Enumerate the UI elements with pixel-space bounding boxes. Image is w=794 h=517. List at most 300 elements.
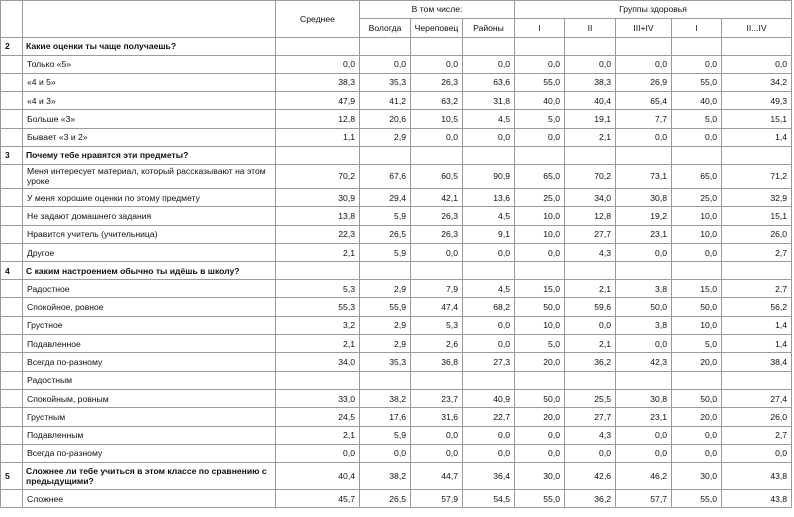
value-cell: 2,1 bbox=[276, 243, 360, 261]
value-cell: 41,2 bbox=[360, 92, 411, 110]
value-cell: 35,3 bbox=[360, 73, 411, 91]
value-cell: 26,3 bbox=[411, 73, 463, 91]
value-cell: 42,1 bbox=[411, 188, 463, 206]
header-in-total: В том числе: bbox=[360, 1, 515, 19]
value-cell: 20,0 bbox=[515, 353, 565, 371]
value-cell: 0,0 bbox=[515, 444, 565, 462]
table-row bbox=[1, 353, 792, 371]
value-cell bbox=[722, 262, 792, 280]
value-cell: 0,0 bbox=[616, 444, 672, 462]
header-row-1 bbox=[1, 1, 792, 19]
header-col: III+IV bbox=[616, 18, 672, 37]
value-cell bbox=[616, 371, 672, 389]
value-cell: 9,1 bbox=[463, 225, 515, 243]
value-cell bbox=[565, 371, 616, 389]
value-cell: 0,0 bbox=[672, 128, 722, 146]
value-cell: 5,0 bbox=[515, 110, 565, 128]
value-cell: 27,7 bbox=[565, 408, 616, 426]
value-cell: 30,0 bbox=[515, 463, 565, 490]
value-cell: 5,9 bbox=[360, 207, 411, 225]
value-cell: 13,6 bbox=[463, 188, 515, 206]
row-number-blank bbox=[1, 73, 23, 91]
value-cell: 0,0 bbox=[672, 444, 722, 462]
question-row bbox=[1, 37, 792, 55]
value-cell: 40,0 bbox=[672, 92, 722, 110]
value-cell bbox=[463, 262, 515, 280]
value-cell: 38,4 bbox=[722, 353, 792, 371]
row-label: Не задают домашнего задания bbox=[23, 207, 276, 225]
value-cell: 26,9 bbox=[616, 73, 672, 91]
row-label: Больше «3» bbox=[23, 110, 276, 128]
value-cell bbox=[515, 37, 565, 55]
value-cell: 12,8 bbox=[276, 110, 360, 128]
value-cell: 0,0 bbox=[515, 426, 565, 444]
header-col: I bbox=[515, 18, 565, 37]
header-health-groups: Группы здоровья bbox=[515, 1, 792, 19]
value-cell: 5,3 bbox=[276, 280, 360, 298]
row-label: Другое bbox=[23, 243, 276, 261]
value-cell bbox=[360, 371, 411, 389]
value-cell: 4,3 bbox=[565, 426, 616, 444]
value-cell: 27,4 bbox=[722, 389, 792, 407]
value-cell bbox=[276, 146, 360, 164]
value-cell bbox=[515, 146, 565, 164]
value-cell: 4,3 bbox=[565, 243, 616, 261]
row-number-blank bbox=[1, 444, 23, 462]
table-row bbox=[1, 92, 792, 110]
value-cell bbox=[463, 146, 515, 164]
value-cell: 57,7 bbox=[616, 490, 672, 508]
value-cell: 2,9 bbox=[360, 335, 411, 353]
value-cell bbox=[276, 37, 360, 55]
value-cell: 67,6 bbox=[360, 164, 411, 188]
row-number-blank bbox=[1, 280, 23, 298]
row-label: Всегда по-разному bbox=[23, 353, 276, 371]
value-cell: 26,0 bbox=[722, 225, 792, 243]
value-cell: 2,1 bbox=[565, 335, 616, 353]
value-cell: 0,0 bbox=[463, 426, 515, 444]
row-label: Спокойным, ровным bbox=[23, 389, 276, 407]
value-cell: 3,8 bbox=[616, 280, 672, 298]
value-cell: 31,6 bbox=[411, 408, 463, 426]
header-col: I bbox=[672, 18, 722, 37]
value-cell: 73,1 bbox=[616, 164, 672, 188]
value-cell bbox=[276, 262, 360, 280]
value-cell bbox=[672, 262, 722, 280]
value-cell: 0,0 bbox=[463, 444, 515, 462]
value-cell: 7,9 bbox=[411, 280, 463, 298]
value-cell: 26,5 bbox=[360, 490, 411, 508]
row-number-blank bbox=[1, 225, 23, 243]
value-cell: 3,2 bbox=[276, 316, 360, 334]
value-cell: 23,1 bbox=[616, 225, 672, 243]
row-label: Нравится учитель (учительница) bbox=[23, 225, 276, 243]
value-cell: 0,0 bbox=[360, 444, 411, 462]
value-cell: 33,0 bbox=[276, 389, 360, 407]
value-cell: 2,1 bbox=[276, 426, 360, 444]
row-number-blank bbox=[1, 408, 23, 426]
table-row bbox=[1, 298, 792, 316]
value-cell: 25,0 bbox=[672, 188, 722, 206]
table-row bbox=[1, 371, 792, 389]
value-cell: 19,1 bbox=[565, 110, 616, 128]
value-cell: 4,5 bbox=[463, 110, 515, 128]
value-cell: 0,0 bbox=[411, 426, 463, 444]
value-cell: 56,2 bbox=[722, 298, 792, 316]
value-cell: 26,3 bbox=[411, 207, 463, 225]
value-cell: 20,0 bbox=[515, 408, 565, 426]
value-cell: 34,0 bbox=[565, 188, 616, 206]
question-row bbox=[1, 463, 792, 490]
row-number-blank bbox=[1, 335, 23, 353]
question-text: Сложнее ли тебе учиться в этом классе по сравнению с предыдущими? bbox=[23, 463, 276, 490]
value-cell bbox=[722, 37, 792, 55]
value-cell bbox=[565, 146, 616, 164]
value-cell: 0,0 bbox=[616, 128, 672, 146]
value-cell bbox=[672, 37, 722, 55]
row-label: Радостное bbox=[23, 280, 276, 298]
value-cell: 63,6 bbox=[463, 73, 515, 91]
value-cell bbox=[360, 262, 411, 280]
value-cell: 38,3 bbox=[276, 73, 360, 91]
value-cell: 0,0 bbox=[722, 55, 792, 73]
value-cell: 10,0 bbox=[672, 316, 722, 334]
table-row bbox=[1, 243, 792, 261]
row-label: «4 и 3» bbox=[23, 92, 276, 110]
table-row bbox=[1, 110, 792, 128]
table-row bbox=[1, 389, 792, 407]
value-cell: 10,0 bbox=[672, 207, 722, 225]
value-cell: 57,9 bbox=[411, 490, 463, 508]
value-cell: 36,2 bbox=[565, 490, 616, 508]
value-cell: 0,0 bbox=[722, 444, 792, 462]
value-cell: 44,7 bbox=[411, 463, 463, 490]
value-cell: 7,7 bbox=[616, 110, 672, 128]
value-cell: 0,0 bbox=[360, 55, 411, 73]
value-cell: 15,0 bbox=[515, 280, 565, 298]
row-label: Грустное bbox=[23, 316, 276, 334]
value-cell: 0,0 bbox=[411, 55, 463, 73]
value-cell: 2,7 bbox=[722, 243, 792, 261]
header-col: II bbox=[565, 18, 616, 37]
value-cell: 38,3 bbox=[565, 73, 616, 91]
value-cell: 26,5 bbox=[360, 225, 411, 243]
header-mean: Среднее bbox=[276, 1, 360, 38]
question-number: 3 bbox=[1, 146, 23, 164]
value-cell: 13,8 bbox=[276, 207, 360, 225]
value-cell bbox=[360, 146, 411, 164]
value-cell: 70,2 bbox=[565, 164, 616, 188]
value-cell: 40,9 bbox=[463, 389, 515, 407]
value-cell: 55,0 bbox=[672, 73, 722, 91]
value-cell bbox=[722, 146, 792, 164]
value-cell: 31,8 bbox=[463, 92, 515, 110]
value-cell: 43,8 bbox=[722, 490, 792, 508]
value-cell: 10,0 bbox=[672, 225, 722, 243]
row-number-blank bbox=[1, 207, 23, 225]
value-cell: 55,3 bbox=[276, 298, 360, 316]
value-cell: 68,2 bbox=[463, 298, 515, 316]
row-number-blank bbox=[1, 55, 23, 73]
question-number: 2 bbox=[1, 37, 23, 55]
row-number-blank bbox=[1, 110, 23, 128]
value-cell: 3,8 bbox=[616, 316, 672, 334]
value-cell bbox=[565, 37, 616, 55]
value-cell: 65,0 bbox=[515, 164, 565, 188]
value-cell bbox=[515, 371, 565, 389]
value-cell: 30,0 bbox=[672, 463, 722, 490]
value-cell: 70,2 bbox=[276, 164, 360, 188]
table-row bbox=[1, 188, 792, 206]
value-cell: 5,9 bbox=[360, 243, 411, 261]
value-cell: 60,5 bbox=[411, 164, 463, 188]
row-number-blank bbox=[1, 188, 23, 206]
row-label: Подавленным bbox=[23, 426, 276, 444]
value-cell bbox=[672, 146, 722, 164]
value-cell: 49,3 bbox=[722, 92, 792, 110]
row-number-blank bbox=[1, 298, 23, 316]
value-cell: 55,0 bbox=[515, 73, 565, 91]
value-cell bbox=[276, 371, 360, 389]
value-cell: 23,1 bbox=[616, 408, 672, 426]
row-label: «4 и 5» bbox=[23, 73, 276, 91]
value-cell: 65,4 bbox=[616, 92, 672, 110]
value-cell: 50,0 bbox=[515, 389, 565, 407]
row-number-blank bbox=[1, 92, 23, 110]
row-label: Бывает «3 и 2» bbox=[23, 128, 276, 146]
value-cell: 40,4 bbox=[276, 463, 360, 490]
value-cell: 4,5 bbox=[463, 280, 515, 298]
value-cell: 0,0 bbox=[672, 426, 722, 444]
value-cell: 20,0 bbox=[672, 408, 722, 426]
header-col: Районы bbox=[463, 18, 515, 37]
value-cell: 27,7 bbox=[565, 225, 616, 243]
value-cell: 12,8 bbox=[565, 207, 616, 225]
value-cell: 47,4 bbox=[411, 298, 463, 316]
value-cell: 42,3 bbox=[616, 353, 672, 371]
value-cell: 30,9 bbox=[276, 188, 360, 206]
value-cell: 50,0 bbox=[616, 298, 672, 316]
value-cell: 10,0 bbox=[515, 225, 565, 243]
value-cell: 34,0 bbox=[276, 353, 360, 371]
table-row bbox=[1, 408, 792, 426]
value-cell bbox=[411, 371, 463, 389]
value-cell bbox=[616, 37, 672, 55]
value-cell: 45,7 bbox=[276, 490, 360, 508]
row-number-blank bbox=[1, 128, 23, 146]
value-cell: 0,0 bbox=[276, 444, 360, 462]
question-text: Какие оценки ты чаще получаешь? bbox=[23, 37, 276, 55]
value-cell: 1,4 bbox=[722, 128, 792, 146]
row-label: Радостным bbox=[23, 371, 276, 389]
value-cell: 0,0 bbox=[411, 243, 463, 261]
value-cell: 19,2 bbox=[616, 207, 672, 225]
row-label: Только «5» bbox=[23, 55, 276, 73]
value-cell bbox=[722, 371, 792, 389]
value-cell: 59,6 bbox=[565, 298, 616, 316]
value-cell: 10,0 bbox=[515, 316, 565, 334]
table-row bbox=[1, 207, 792, 225]
value-cell: 30,8 bbox=[616, 188, 672, 206]
row-number-blank bbox=[1, 243, 23, 261]
table-row bbox=[1, 225, 792, 243]
value-cell: 0,0 bbox=[463, 316, 515, 334]
value-cell: 25,5 bbox=[565, 389, 616, 407]
value-cell: 10,0 bbox=[515, 207, 565, 225]
value-cell: 0,0 bbox=[616, 335, 672, 353]
value-cell: 0,0 bbox=[515, 128, 565, 146]
value-cell bbox=[616, 146, 672, 164]
value-cell: 32,9 bbox=[722, 188, 792, 206]
value-cell: 42,6 bbox=[565, 463, 616, 490]
table-row bbox=[1, 164, 792, 188]
value-cell: 20,6 bbox=[360, 110, 411, 128]
value-cell: 24,5 bbox=[276, 408, 360, 426]
value-cell: 15,1 bbox=[722, 110, 792, 128]
row-number-blank bbox=[1, 316, 23, 334]
value-cell: 55,0 bbox=[672, 490, 722, 508]
table-row bbox=[1, 444, 792, 462]
table-row bbox=[1, 490, 792, 508]
value-cell: 43,8 bbox=[722, 463, 792, 490]
value-cell: 26,3 bbox=[411, 225, 463, 243]
value-cell: 0,0 bbox=[515, 243, 565, 261]
question-number: 4 bbox=[1, 262, 23, 280]
value-cell: 0,0 bbox=[463, 335, 515, 353]
value-cell: 15,1 bbox=[722, 207, 792, 225]
value-cell: 35,3 bbox=[360, 353, 411, 371]
value-cell: 2,6 bbox=[411, 335, 463, 353]
value-cell: 36,4 bbox=[463, 463, 515, 490]
question-row bbox=[1, 262, 792, 280]
value-cell: 4,5 bbox=[463, 207, 515, 225]
value-cell: 55,0 bbox=[515, 490, 565, 508]
value-cell: 1,4 bbox=[722, 316, 792, 334]
value-cell: 0,0 bbox=[616, 426, 672, 444]
value-cell: 27,3 bbox=[463, 353, 515, 371]
value-cell: 2,9 bbox=[360, 280, 411, 298]
value-cell: 36,8 bbox=[411, 353, 463, 371]
value-cell bbox=[515, 262, 565, 280]
value-cell: 1,1 bbox=[276, 128, 360, 146]
row-number-blank bbox=[1, 389, 23, 407]
value-cell: 0,0 bbox=[565, 316, 616, 334]
value-cell: 5,9 bbox=[360, 426, 411, 444]
header-col: II...IV bbox=[722, 18, 792, 37]
value-cell: 0,0 bbox=[463, 128, 515, 146]
table-row bbox=[1, 280, 792, 298]
value-cell: 47,9 bbox=[276, 92, 360, 110]
question-number: 5 bbox=[1, 463, 23, 490]
value-cell: 46,2 bbox=[616, 463, 672, 490]
value-cell bbox=[463, 37, 515, 55]
value-cell: 5,3 bbox=[411, 316, 463, 334]
value-cell: 55,9 bbox=[360, 298, 411, 316]
table-row bbox=[1, 73, 792, 91]
table-row bbox=[1, 426, 792, 444]
value-cell: 29,4 bbox=[360, 188, 411, 206]
row-label: Сложнее bbox=[23, 490, 276, 508]
value-cell: 17,6 bbox=[360, 408, 411, 426]
value-cell: 63,2 bbox=[411, 92, 463, 110]
value-cell: 0,0 bbox=[565, 444, 616, 462]
value-cell: 5,0 bbox=[672, 110, 722, 128]
value-cell: 5,0 bbox=[515, 335, 565, 353]
value-cell: 2,7 bbox=[722, 426, 792, 444]
value-cell: 10,5 bbox=[411, 110, 463, 128]
value-cell: 50,0 bbox=[672, 298, 722, 316]
question-text: Почему тебе нравятся эти предметы? bbox=[23, 146, 276, 164]
value-cell: 26,0 bbox=[722, 408, 792, 426]
value-cell bbox=[616, 262, 672, 280]
value-cell bbox=[565, 262, 616, 280]
table-row bbox=[1, 55, 792, 73]
value-cell: 65,0 bbox=[672, 164, 722, 188]
value-cell: 2,7 bbox=[722, 280, 792, 298]
row-label: Грустным bbox=[23, 408, 276, 426]
question-row bbox=[1, 146, 792, 164]
value-cell: 40,4 bbox=[565, 92, 616, 110]
value-cell: 2,1 bbox=[565, 280, 616, 298]
row-number-blank bbox=[1, 490, 23, 508]
row-label: Меня интересует материал, который рассказывают на этом уроке bbox=[23, 164, 276, 188]
value-cell: 38,2 bbox=[360, 389, 411, 407]
row-label: Подавленное bbox=[23, 335, 276, 353]
value-cell bbox=[411, 37, 463, 55]
question-text: С каким настроением обычно ты идёшь в школу? bbox=[23, 262, 276, 280]
table-row bbox=[1, 128, 792, 146]
value-cell: 2,1 bbox=[276, 335, 360, 353]
value-cell: 0,0 bbox=[276, 55, 360, 73]
row-number-blank bbox=[1, 426, 23, 444]
value-cell: 15,0 bbox=[672, 280, 722, 298]
value-cell: 0,0 bbox=[463, 55, 515, 73]
value-cell: 0,0 bbox=[411, 128, 463, 146]
value-cell: 2,1 bbox=[565, 128, 616, 146]
value-cell: 5,0 bbox=[672, 335, 722, 353]
value-cell: 50,0 bbox=[672, 389, 722, 407]
header-col: Вологда bbox=[360, 18, 411, 37]
value-cell: 20,0 bbox=[672, 353, 722, 371]
value-cell: 0,0 bbox=[565, 55, 616, 73]
value-cell: 0,0 bbox=[616, 243, 672, 261]
value-cell: 0,0 bbox=[463, 243, 515, 261]
value-cell: 40,0 bbox=[515, 92, 565, 110]
row-label: Всегда по-разному bbox=[23, 444, 276, 462]
table-body bbox=[1, 37, 792, 508]
value-cell: 0,0 bbox=[515, 55, 565, 73]
value-cell: 0,0 bbox=[616, 55, 672, 73]
value-cell: 22,7 bbox=[463, 408, 515, 426]
value-cell: 30,8 bbox=[616, 389, 672, 407]
value-cell bbox=[411, 146, 463, 164]
value-cell bbox=[672, 371, 722, 389]
value-cell: 36,2 bbox=[565, 353, 616, 371]
row-label: Спокойное, ровное bbox=[23, 298, 276, 316]
header-blank-label bbox=[23, 1, 276, 38]
table-row bbox=[1, 335, 792, 353]
header-col: Череповец bbox=[411, 18, 463, 37]
value-cell: 22,3 bbox=[276, 225, 360, 243]
value-cell: 1,4 bbox=[722, 335, 792, 353]
value-cell: 71,2 bbox=[722, 164, 792, 188]
value-cell: 2,9 bbox=[360, 316, 411, 334]
value-cell: 0,0 bbox=[672, 55, 722, 73]
value-cell: 50,0 bbox=[515, 298, 565, 316]
value-cell bbox=[411, 262, 463, 280]
value-cell bbox=[463, 371, 515, 389]
value-cell: 54,5 bbox=[463, 490, 515, 508]
